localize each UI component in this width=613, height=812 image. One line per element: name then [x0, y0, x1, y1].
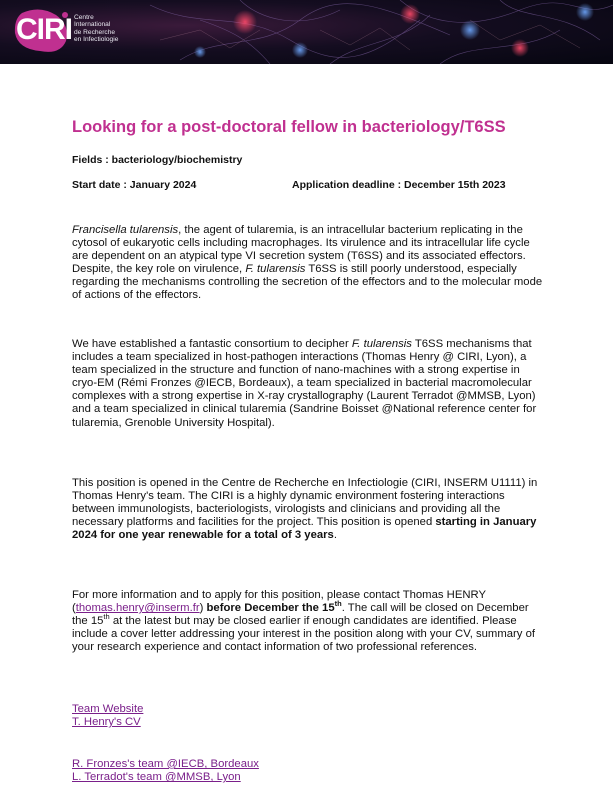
fields-line: Fields : bacteriology/biochemistry — [72, 154, 243, 166]
paragraph-consortium: We have established a fantastic consortium to decipher F. tularensis T6SS mechanisms that includes a team specialized in host-pathogen interactions (Thomas Henry @ CIRI, Lyon), a team specialized in the structure and function of nano-machines with a strong expertise in cryo-EM (Rémi Fronzes @IECB, Bordeaux), a team specialized in bacterial macromolecular complexes with a strong expertise in X-ray crystallography (Laurent Terradot @MMSB, Lyon) and a team specialized in clinical tularemia (Sandrine Boisset @National reference center for tularemia, Grenoble University Hospital). — [72, 338, 537, 429]
page-title: Looking for a post-doctoral fellow in bacteriology/T6SS — [72, 118, 506, 136]
paragraph-intro: Francisella tularensis, the agent of tularemia, is an intracellular bacterium replicating in the cytosol of eukaryotic cells including macrophages. Its virulence and its intracellular life cycle are dependent on an atypical type VI secretion system (T6SS) and its associated effectors. Despite, the key role on virulence, F. tularensis T6SS is still poorly understood, especially regarding the mechanisms controlling the secretion of the effectors and to the molecular mode of actions of the effectors. — [72, 224, 543, 302]
paragraph-position: This position is opened in the Centre de Recherche en Infectiologie (CIRI, INSERM U1111) in Thomas Henry's team. The CIRI is a highly dynamic environment fostering interactions between immunologists, bacteriologists, virologists and clinicians and providing all the necessary platforms and facilities for the project. This position is opened starting in January 2024 for one year renewable for a total of 3 years. — [72, 477, 538, 542]
logo-text: CIRI — [16, 13, 72, 46]
header-banner — [0, 0, 613, 64]
terradot-team-link[interactable]: L. Terradot's team @MMSB, Lyon — [72, 771, 241, 784]
fronzes-team-link[interactable]: R. Fronzes's team @IECB, Bordeaux — [72, 758, 259, 770]
links-group-team — [72, 703, 372, 729]
org-name: Centre International de Recherche en Infectiologie — [74, 14, 119, 44]
application-deadline: Application deadline : December 15th 2023 — [292, 179, 506, 191]
document-body — [72, 118, 544, 784]
email-link[interactable]: thomas.henry@inserm.fr — [75, 602, 200, 615]
links-group-partners — [72, 758, 372, 784]
team-website-link[interactable]: Team Website — [72, 703, 144, 715]
henry-cv-link[interactable]: T. Henry's CV — [72, 716, 141, 729]
paragraph-contact: For more information and to apply for this position, please contact Thomas HENRY (thomas.henry@inserm.fr) before December the 15th. The call will be closed on December the 15th at the latest but may be closed earlier if enough candidates are identified. Please include a cover letter addressing your interest in the position along with your CV, summary of your research experience and contact information of two professional references. — [72, 589, 535, 654]
start-date: Start date : January 2024 — [72, 179, 197, 191]
